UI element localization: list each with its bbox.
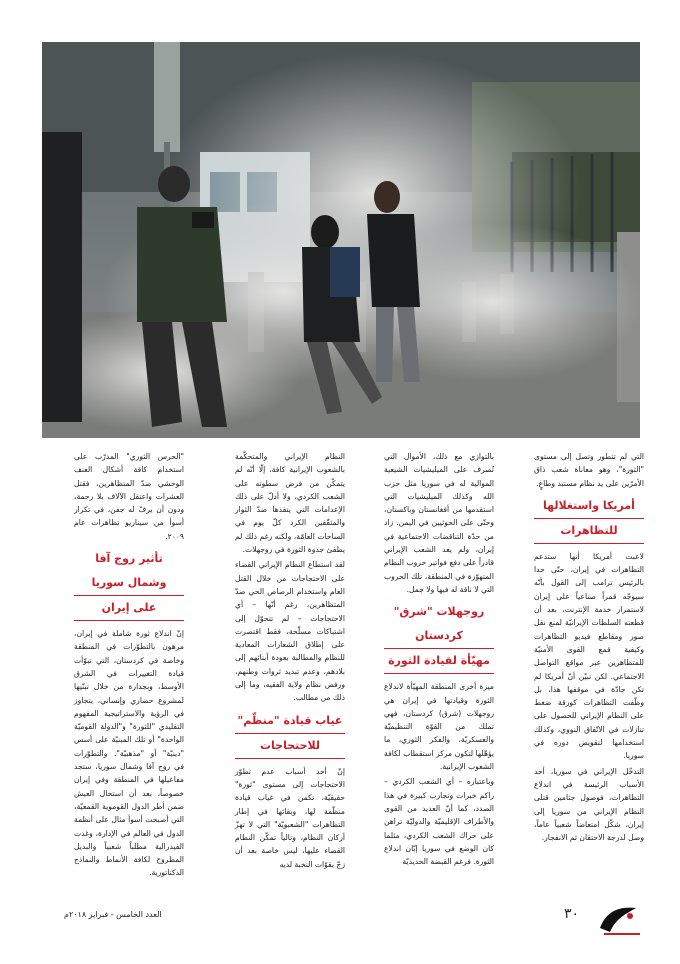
section-heading-line: تأثير روج آفا وشمال سوريا — [74, 547, 184, 596]
paragraph: النظام الإيراني والمتحكّمة بالشعوب الإيرانية كافة، إلّا أنّه لم يتمكّن من فرض سطوته على الشعب الكردي، ولا أدلّ على ذلك الإعدامات التي ينفذها ضدّ الثوار والمثقّفين الكرد كلّ يوم في الساحات العامّة، ولكنه رغم ذلك لم يطفئ جذوة الثورة في روجهلات. — [235, 452, 345, 555]
paragraph: إنّ أحد أسباب عدم تطوّر الاحتجاجات إلى مستوى "ثورة" حقيقيّة، تكمن في غياب قيادة منظّمة لها، وبقائها في إطار التظاهرات "الشعبويّة" التي لا تهزّ أركان النظام، وتالياً تمكّن النظام القضاء عليها، ليس خاصة بعد أن زجّ بقوّات النخبة لديه — [235, 766, 345, 869]
section-heading-line: غياب قيادة "منظّم" — [235, 709, 345, 734]
page-number: ٣٠ — [564, 906, 580, 922]
section-heading-line: أمريكا واستغلالها — [534, 494, 644, 519]
paragraph: بالتوازي مع ذلك، الأموال التي تُصرف على الميليشيات الشيعية الموالية له في سوريا مثل حزب الله وكذلك الميليشيات التي استقدمها من أفغانستان وباكستان، وحتّى على الحوثيين في اليمن. زاد من حدّة التناقضات الاجتماعية في إيران، ولم يعد الشعب الإيراني قادراً على دفع فواتير حروب النظام المتهوّرة في المنطقة، تلك الحروب التي لا ناقة له فيها ولا جمل. — [384, 452, 494, 594]
paragraph: "الحرس الثوري" المدرّب على استخدام كافة أشكال العنف الوحشي ضدّ المتظاهرين، فقتل العشرات واعتقل الآلاف بلا رحمة، ودون أن يرفّ له جفن، في تكرار أسوأ من سيناريو تظاهرات عام ٢٠٠٩. — [74, 452, 184, 541]
magazine-logo — [596, 898, 644, 946]
protest-scene-illustration — [42, 42, 640, 438]
column-2 — [384, 450, 494, 880]
section-heading — [74, 547, 184, 621]
paragraph: ميزة أخرى المنطقة المهيّأة لاندلاع الثورة وقيادتها في إيران هي روجهلات (شرق) كردستان، فهي تملك من القوّة التنظيميّة والعسكريّة، والفكر الثوري، ما يؤهّلها لتكون مركز استقطاب لكافة الشعوب الإيرانية. — [384, 682, 494, 772]
section-heading-line: روجهلات "شرق" كردستان — [384, 600, 494, 649]
issue-line: العدد الخامس - فبراير ٢٠١٨م — [64, 910, 162, 919]
paragraph: التي لم تتطور وتصل إلى مستوى "الثورة"، وهو معاناة شعب ذاق الأمرّين على يد نظام مستبد وطاغٍ. — [534, 452, 644, 488]
paragraph: لقد استطاع النظام الإيراني القضاء على الاحتجاجات من خلال القتل العام واستخدام الرصاص الحي ضدّ المتظاهرين، رغم أنّها – أي الاحتجاجات – لم تتحوّل إلى اشتباكات مسلّحة، فقط اقتصرت على إطلاق الشعارات المعادية للنظام والمطالبة بعودة أبنائهم إلى بلادهم، وعدم تبديد ثروات وطنهم، ورفض نظام ولاية الفقيه، وما إلى ذلك من مطالب. — [235, 560, 345, 703]
section-heading — [235, 709, 345, 759]
paragraph: وباعتباره – أي الشعب الكردي – راكم خبرات وتجارب كبيرة في هذا الصدد، كما أنّ العديد من القوى والأطراف الإقليميّة والدوليّة تراهن على حراك الشعب الكردي، مثلما كان الوضع في سوريا إبّان اندلاع الثورة. فرغم القبضة الحديديّة — [384, 777, 494, 867]
paragraph: إنّ اندلاع ثورة شاملة في إيران، مرهون بالتطوّرات في المنطقة وخاصة في كردستان، التي تبوّأت قيادة التغييرات في الشرق الأوسط، وبجدارة من خلال تبنّيها لمشروع حضاري وإنساني، يتجاوز في الرؤية والاستراتيجية المفهوم التقليدي "للثورة" و"الدولة القوميّة الواحدة" أو تلك المبنيّة على أسس "دينيّة" أو "مذهبيّة". والتطوّرات في روج آفا وشمال سوريا، ستجد مفاعيلها في المنطقة وفي إيران خصوصاً، بعد أن استحال العيش ضمن أطر الدول القوموية القمعيّة، التي أصبحت أسوأ مثال على أنظمة الدول في العالم في الإدارة، وغدت الفيدرالية مطلباً شعبياً والبديل المطروح لكافة الأنماط والنماذج الدكتاتورية. — [74, 629, 184, 878]
section-heading-line: للاحتجاجات — [235, 734, 345, 759]
protest-photo — [42, 42, 640, 438]
page-footer — [0, 898, 680, 958]
section-heading-line: على إيران — [74, 596, 184, 621]
column-4 — [74, 450, 184, 880]
iran-post-logo-icon — [596, 898, 644, 942]
section-heading — [534, 494, 644, 544]
column-3 — [235, 450, 345, 880]
section-heading — [384, 600, 494, 674]
article-columns — [38, 450, 644, 880]
section-heading-line: مهيّأة لقيادة الثورة — [384, 649, 494, 674]
column-1 — [534, 450, 644, 880]
paragraph: التدخّل الإيراني في سوريا، أحد الأسباب الرئيسة في اندلاع التظاهرات، فوصول جثامين قتلى النظام الإيراني من سوريا إلى إيران، شكّل امتعاضاً شعبياً عاماً، وصل لدرجة الاحتقان ثم الانفجار. — [534, 766, 644, 843]
section-heading-line: للتظاهرات — [534, 519, 644, 544]
paragraph: لاعبت أمريكا أنها ستدعم التظاهرات في إيران، حتّى حدا بالرئيس ترامب إلى القول بأنّه سيوجّه قمراً صناعياً على إيران لاستمرار خدمة الإنترنت، بعد أن قطعته السلطات الإيرانيّة لمنع نقل صور ومقاطع فيديو التظاهرات وكيفية قمع القوى الأمنيّة للمتظاهرين عبر مواقع التواصل الاجتماعي. لكن تبيّن أنّ أمريكا لم تكن جادّة في موقفها هذا، بل وظّفت التظاهرات كورقة ضغط على النظام الإيراني للحصول على تنازلات في الاتّفاق النووي، وكذلك استخدامها لتقويض دوره في سوريا. — [534, 551, 644, 761]
